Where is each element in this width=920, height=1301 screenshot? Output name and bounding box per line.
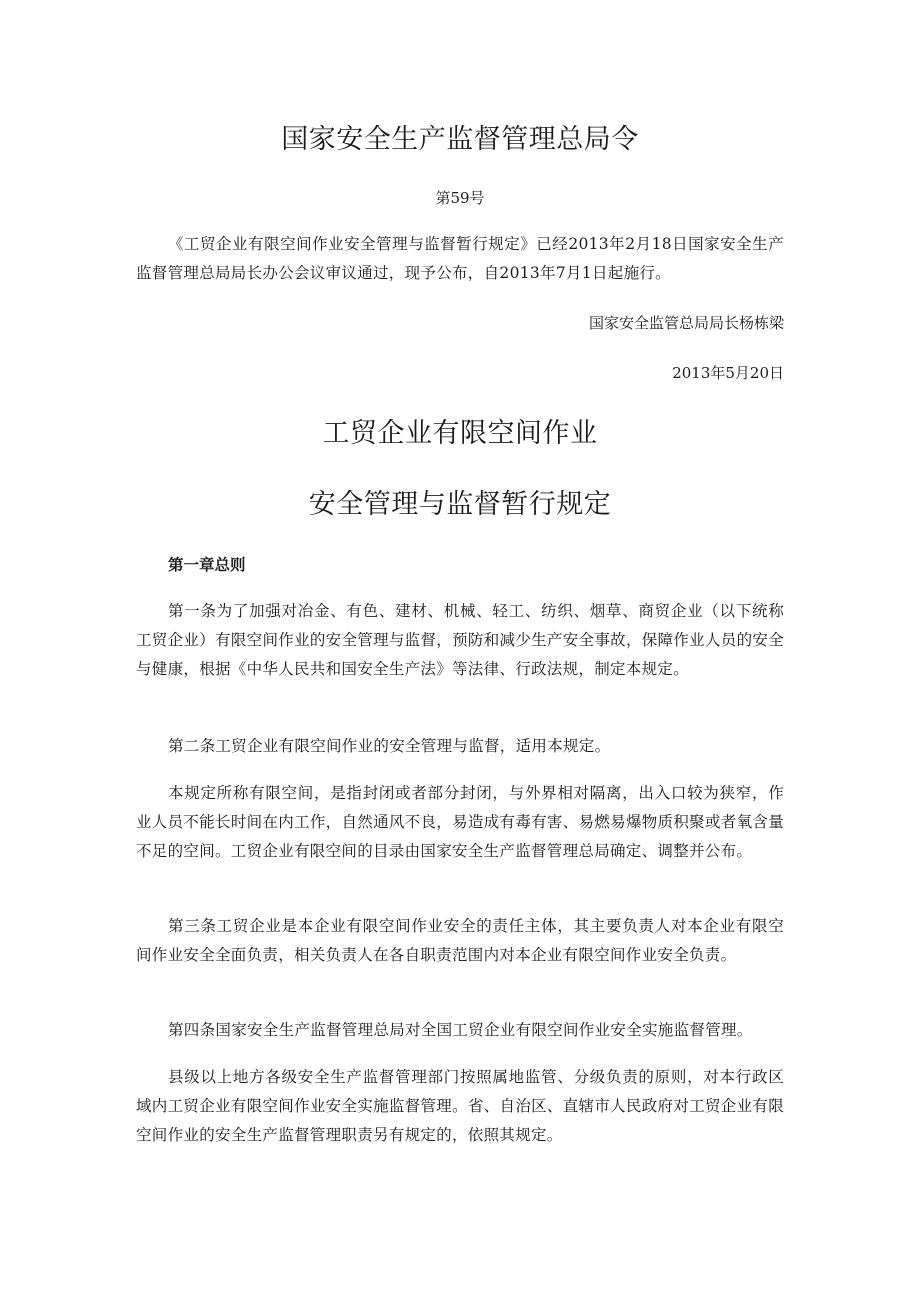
promulgation-paragraph: 《工贸企业有限空间作业安全管理与监督暂行规定》已经2013年2月18日国家安全生产监督管理总局局长办公会议审议通过，现予公布，自2013年7月1日起施行。 [136,235,784,282]
article-paragraph: 第二条工贸企业有限空间作业的安全管理与监督，适用本规定。 [168,737,611,755]
order-title: 国家安全生产监督管理总局令 [281,124,639,155]
signature: 国家安全监管总局局长杨栋梁 [588,314,784,332]
issue-date: 2013年5月20日 [672,364,784,382]
regulation-title-line-2: 安全管理与监督暂行规定 [308,489,612,520]
article-paragraph: 县级以上地方各级安全生产监督管理部门按照属地监管、分级负责的原则，对本行政区域内工贸企业有限空间作业安全实施监督管理。省、自治区、直辖市人民政府对工贸企业有限空间作业的安全生产监督管理职责另有规定的，依照其规定。 [136,1068,784,1144]
chapter-heading: 第一章总则 [168,556,246,574]
article-paragraph: 第四条国家安全生产监督管理总局对全国工贸企业有限空间作业安全实施监督管理。 [168,1021,753,1039]
regulation-title-line-1: 工贸企业有限空间作业 [322,418,598,449]
article-paragraph: 本规定所称有限空间，是指封闭或者部分封闭，与外界相对隔离，出入口较为狭窄，作业人员不能长时间在内工作，自然通风不良，易造成有毒有害、易燃易爆物质积聚或者氧含量不足的空间。工贸企业有限空间的目录由国家安全生产监督管理总局确定、调整并公布。 [136,784,784,860]
order-number: 第59号 [435,189,485,207]
article-paragraph: 第一条为了加强对冶金、有色、建材、机械、轻工、纺织、烟草、商贸企业（以下统称工贸企业）有限空间作业的安全管理与监督，预防和减少生产安全事故，保障作业人员的安全与健康，根据《中华人民共和国安全生产法》等法律、行政法规，制定本规定。 [136,602,784,678]
article-paragraph: 第三条工贸企业是本企业有限空间作业安全的责任主体，其主要负责人对本企业有限空间作业安全全面负责，相关负责人在各自职责范围内对本企业有限空间作业安全负责。 [136,917,784,964]
